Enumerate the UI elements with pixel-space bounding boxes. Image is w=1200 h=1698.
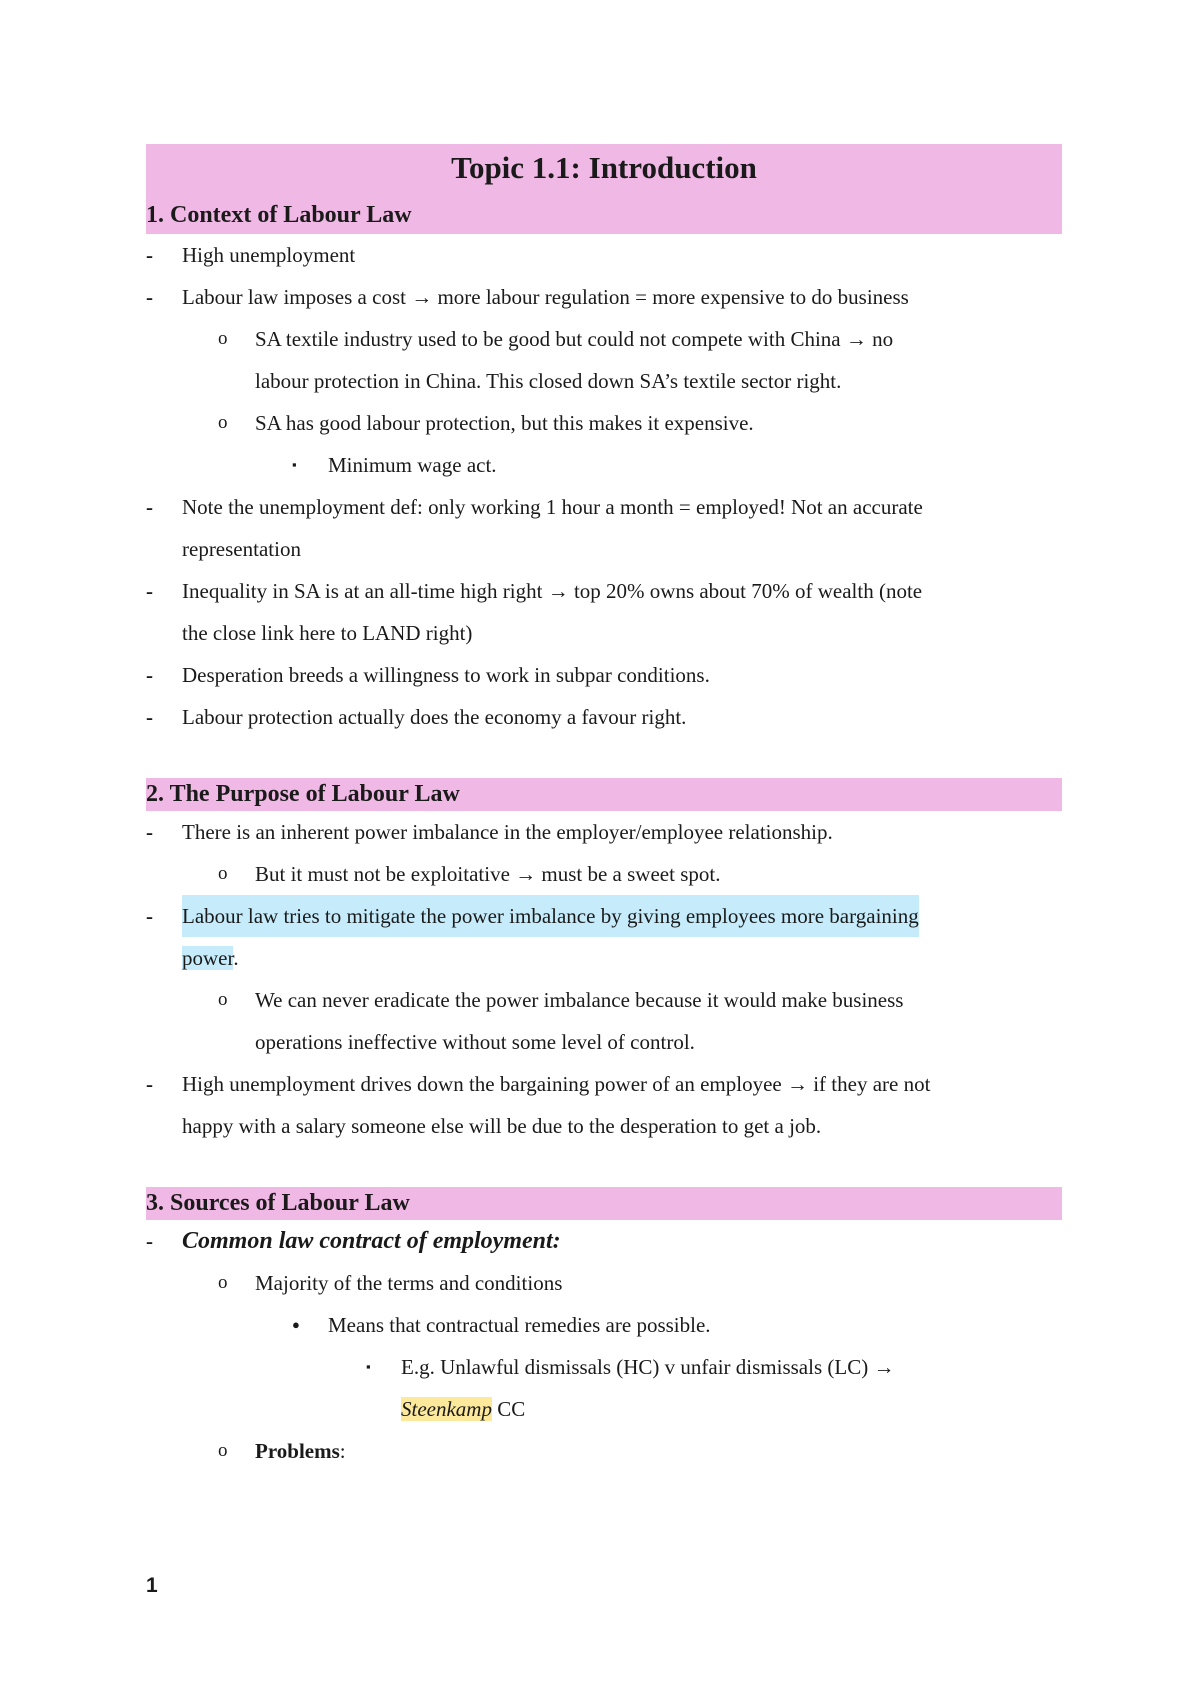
court-label: CC xyxy=(491,1397,526,1421)
list-item xyxy=(146,318,1062,360)
dash-bullet-icon: - xyxy=(146,1229,153,1253)
list-item-text: Labour law imposes a cost → more labour regulation = more expensive to do business xyxy=(182,285,909,309)
title-band xyxy=(146,144,1062,234)
list-item-text: Minimum wage act. xyxy=(328,453,497,477)
circle-bullet-icon: o xyxy=(218,863,228,884)
circle-bullet-icon: o xyxy=(218,1272,228,1293)
list-item-text: There is an inherent power imbalance in the employer/employee relationship. xyxy=(182,820,833,844)
highlighted-text: Labour law tries to mitigate the power imbalance by giving employees more bargaining xyxy=(182,895,919,937)
dash-bullet-icon: - xyxy=(146,495,153,519)
list-item-text: Means that contractual remedies are possible. xyxy=(328,1313,711,1337)
punctuation: : xyxy=(339,1439,346,1463)
list-item xyxy=(146,1346,1062,1388)
paragraph-spacer xyxy=(146,738,1062,778)
list-item-text xyxy=(401,1388,525,1430)
list-item-text: SA has good labour protection, but this makes it expensive. xyxy=(255,411,754,435)
list-item xyxy=(146,1304,1062,1346)
list-item-text: the close link here to LAND right) xyxy=(182,621,473,645)
circle-bullet-icon: o xyxy=(218,1440,228,1461)
list-item-continuation xyxy=(146,1388,1062,1430)
list-item-continuation xyxy=(146,612,1062,654)
list-item-heading: Common law contract of employment: xyxy=(182,1228,561,1254)
list-item xyxy=(146,1262,1062,1304)
list-item xyxy=(146,895,1062,937)
circle-bullet-icon: o xyxy=(218,328,228,349)
list-item xyxy=(146,402,1062,444)
case-name: Steenkamp xyxy=(401,1397,492,1421)
list-item-text: Labour protection actually does the economy a favour right. xyxy=(182,705,687,729)
list-item-text: labour protection in China. This closed down SA’s textile sector right. xyxy=(255,369,842,393)
list-item-text: Majority of the terms and conditions xyxy=(255,1271,563,1295)
list-item-text: We can never eradicate the power imbalance because it would make business xyxy=(255,988,904,1012)
list-item-continuation xyxy=(146,360,1062,402)
list-item-text: Note the unemployment def: only working 1 hour a month = employed! Not an accurate xyxy=(182,495,923,519)
list-item xyxy=(146,486,1062,528)
list-item-text xyxy=(182,937,239,979)
list-item xyxy=(146,696,1062,738)
dash-bullet-icon: - xyxy=(146,705,153,729)
bold-label: Problems xyxy=(255,1439,340,1463)
highlighted-text: power xyxy=(182,946,234,970)
square-bullet-icon: ▪ xyxy=(292,457,297,472)
list-item xyxy=(146,570,1062,612)
list-item-continuation xyxy=(146,528,1062,570)
dash-bullet-icon: - xyxy=(146,579,153,603)
list-item xyxy=(146,1430,1062,1472)
list-item xyxy=(146,276,1062,318)
list-item xyxy=(146,853,1062,895)
list-item-text: But it must not be exploitative → must be a sweet spot. xyxy=(255,862,721,886)
square-bullet-icon: ▪ xyxy=(366,1359,371,1374)
list-item-continuation xyxy=(146,937,1062,979)
paragraph-spacer xyxy=(146,1147,1062,1187)
section-heading-sources: 3. Sources of Labour Law xyxy=(146,1187,1062,1220)
round-bullet-icon: ● xyxy=(292,1317,300,1332)
list-item-continuation xyxy=(146,1021,1062,1063)
document-content xyxy=(146,144,1062,1472)
list-item-text xyxy=(255,1430,346,1472)
list-item-text: representation xyxy=(182,537,301,561)
dash-bullet-icon: - xyxy=(146,820,153,844)
dash-bullet-icon: - xyxy=(146,904,153,928)
list-item xyxy=(146,811,1062,853)
section-heading-context: 1. Context of Labour Law xyxy=(146,202,412,228)
list-item xyxy=(146,1063,1062,1105)
list-item-text: Desperation breeds a willingness to work in subpar conditions. xyxy=(182,663,710,687)
list-item xyxy=(146,979,1062,1021)
list-item-text: SA textile industry used to be good but could not compete with China → no xyxy=(255,327,894,351)
list-item-continuation xyxy=(146,1105,1062,1147)
dash-bullet-icon: - xyxy=(146,663,153,687)
list-item-text: operations ineffective without some level of control. xyxy=(255,1030,695,1054)
dash-bullet-icon: - xyxy=(146,285,153,309)
dash-bullet-icon: - xyxy=(146,243,153,267)
punctuation: . xyxy=(233,946,239,970)
section-heading-purpose: 2. The Purpose of Labour Law xyxy=(146,778,1062,811)
page-title: Topic 1.1: Introduction xyxy=(451,150,757,185)
list-item-text: High unemployment drives down the bargaining power of an employee → if they are not xyxy=(182,1072,931,1096)
page-number: 1 xyxy=(146,1574,158,1597)
list-item-text: happy with a salary someone else will be due to the desperation to get a job. xyxy=(182,1114,822,1138)
circle-bullet-icon: o xyxy=(218,412,228,433)
list-item-text: Inequality in SA is at an all-time high right → top 20% owns about 70% of wealth (note xyxy=(182,579,923,603)
list-item xyxy=(146,1220,1062,1262)
list-item xyxy=(146,654,1062,696)
list-item-text: High unemployment xyxy=(182,243,356,267)
circle-bullet-icon: o xyxy=(218,989,228,1010)
list-item xyxy=(146,444,1062,486)
list-item xyxy=(146,234,1062,276)
dash-bullet-icon: - xyxy=(146,1072,153,1096)
list-item-text: E.g. Unlawful dismissals (HC) v unfair dismissals (LC) → xyxy=(401,1355,895,1379)
